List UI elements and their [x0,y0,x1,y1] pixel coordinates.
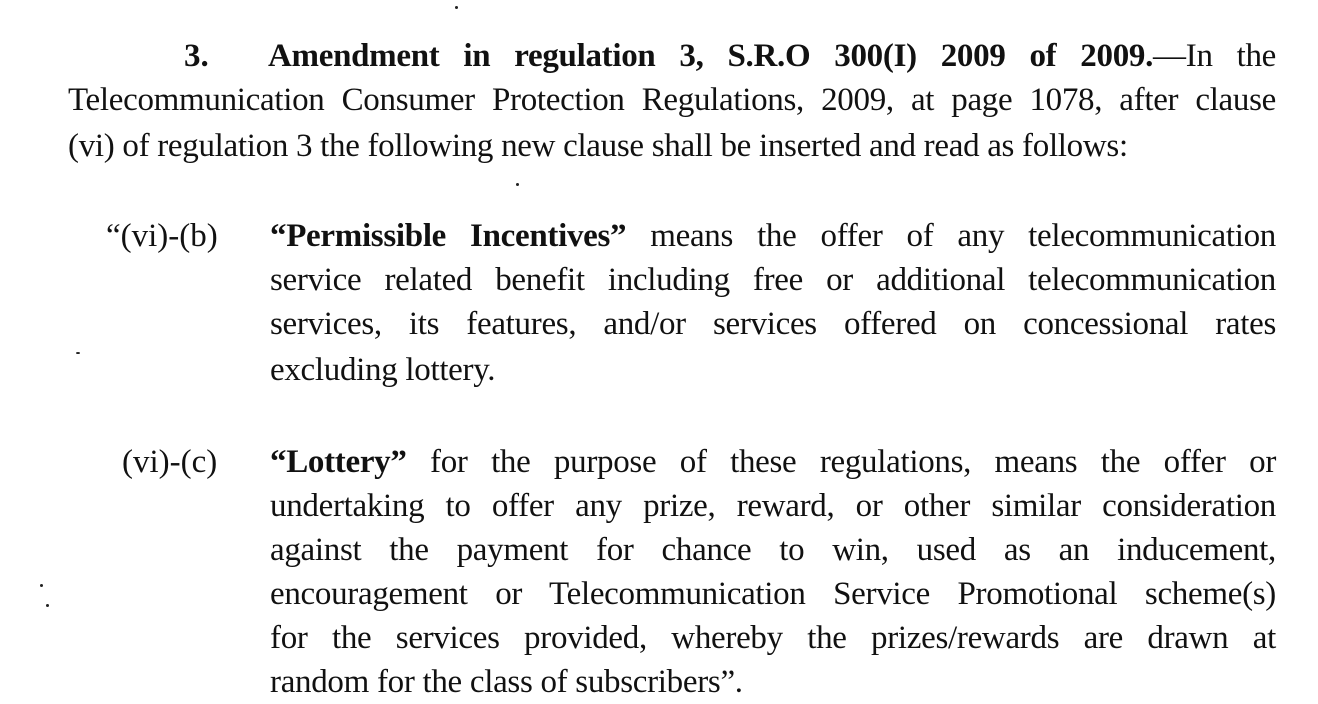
clause-vi-c-line-5: for the services provided, whereby the prizes/rewards are drawn at [270,620,1276,656]
clause-vi-b-line-1 [270,214,1276,258]
section-heading: Amendment in regulation 3, S.R.O 300(I) 2009 of 2009. [268,38,1154,74]
clause-vi-c-line-2: undertaking to offer any prize, reward, or other similar consideration [270,488,1276,524]
clause-vi-b-line-2: service related benefit including free or additional telecommunication [270,262,1276,298]
scan-speck [455,6,458,9]
intro-line-3: (vi) of regulation 3 the following new clause shall be inserted and read as follows: [68,128,1128,164]
clause-term-permissible-incentives: “Permissible Incentives” [270,218,627,254]
clause-vi-c-line-4: encouragement or Telecommunication Service Promotional scheme(s) [270,576,1276,612]
scan-speck [76,352,80,354]
scan-speck [46,604,49,607]
heading-dash: — [1153,38,1186,74]
clause-vi-c-line-3: against the payment for chance to win, used as an inducement, [270,532,1276,568]
section-heading-line [268,34,1276,78]
clause-vi-b-line-4: excluding lottery. [270,352,496,388]
clause-label-vi-c: (vi)-(c) [122,444,218,480]
clause-vi-c-line-6: random for the class of subscribers”. [270,664,743,700]
intro-line1-tail: In the [1185,38,1276,74]
intro-line-2: Telecommunication Consumer Protection Regulations, 2009, at page 1078, after clause [68,82,1276,118]
clause-vi-b-line-1-tail: means the offer of any telecommunication [650,218,1276,254]
clause-vi-c-line-1 [270,440,1276,484]
section-number: 3. [184,38,209,74]
scan-speck [516,183,519,186]
clause-label-vi-b: “(vi)-(b) [106,218,218,254]
clause-vi-c-line-1-tail: for the purpose of these regulations, means the offer or [430,444,1277,480]
clause-term-lottery: “Lottery” [270,444,407,480]
scan-speck [40,584,43,587]
clause-vi-b-line-3: services, its features, and/or services offered on concessional rates [270,306,1276,342]
